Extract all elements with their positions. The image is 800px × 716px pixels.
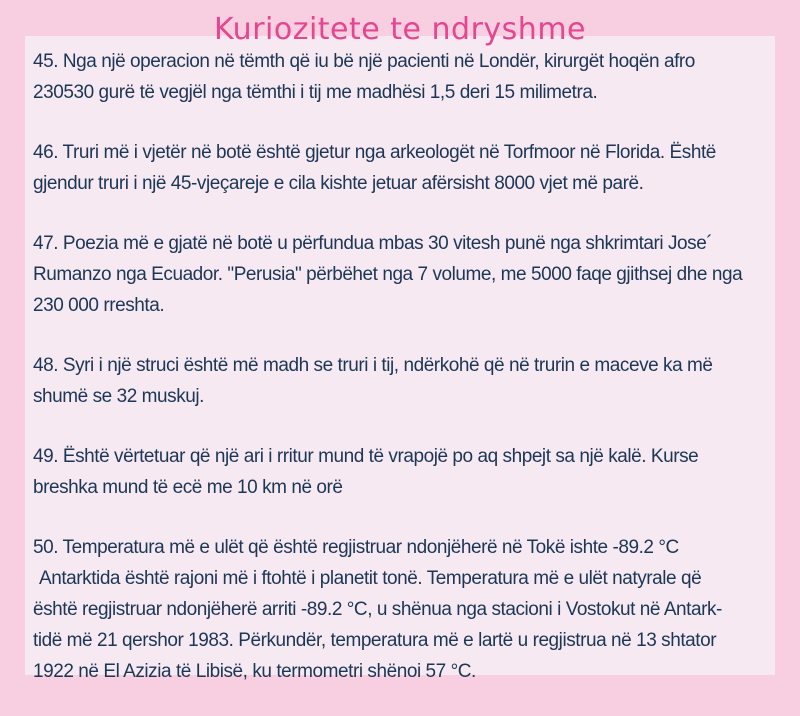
fact-line: breshka mund të ecë me 10 km në orë bbox=[33, 477, 343, 498]
fact-45 bbox=[33, 46, 778, 108]
fact-line: 49. Është vërtetuar që një ari i rritur mund të vrapojë po aq shpejt sa një kalë. Kurse bbox=[33, 446, 699, 467]
fact-line: 1922 në El Azizia të Libisë, ku termometri shënoi 57 °C. bbox=[33, 661, 476, 682]
fact-50 bbox=[33, 532, 778, 687]
fact-line: gjendur truri i një 45-vjeçareje e cila kishte jetuar afërsisht 8000 vjet më parë. bbox=[33, 173, 644, 194]
fact-line: 45. Nga një operacion në tëmth që iu bë një pacienti në Londër, kirurgët hoqën afro bbox=[33, 51, 695, 72]
fact-47 bbox=[33, 228, 778, 321]
fact-line: Antarktida është rajoni më i ftohtë i planetit tonë. Temperatura më e ulët natyrale që bbox=[39, 568, 702, 589]
fact-line: 50. Temperatura më e ulët që është regjistruar ndonjëherë në Tokë ishte -89.2 °C bbox=[33, 537, 679, 558]
fact-line: 230530 gurë të vegjël nga tëmthi i tij me madhësi 1,5 deri 15 milimetra. bbox=[33, 82, 598, 103]
fact-line: 47. Poezia më e gjatë në botë u përfundua mbas 30 vitesh punë nga shkrimtari Jose´ bbox=[33, 233, 713, 254]
fact-line: Rumanzo nga Ecuador. "Perusia" përbëhet nga 7 volume, me 5000 faqe gjithsej dhe nga bbox=[33, 264, 743, 285]
fact-line: 230 000 rreshta. bbox=[33, 295, 165, 316]
page-title: Kuriozitete te ndryshme bbox=[214, 12, 586, 47]
fact-line: tidë më 21 qershor 1983. Përkundër, temperatura më e lartë u regjistrua në 13 shtator bbox=[33, 630, 717, 651]
fact-line: 46. Truri më i vjetër në botë është gjetur nga arkeologët në Torfmoor në Florida. Është bbox=[33, 142, 716, 163]
fact-49 bbox=[33, 441, 778, 503]
fact-line: 48. Syri i një struci është më madh se truri i tij, ndërkohë që në trurin e maceve ka më bbox=[33, 355, 713, 376]
fact-48 bbox=[33, 350, 778, 412]
fact-line: shumë se 32 muskuj. bbox=[33, 386, 204, 407]
fact-46 bbox=[33, 137, 778, 199]
fact-line: është regjistruar ndonjëherë arriti -89.2 °C, u shënua nga stacioni i Vostokut në Antark- bbox=[33, 599, 722, 620]
facts-list bbox=[33, 46, 778, 716]
